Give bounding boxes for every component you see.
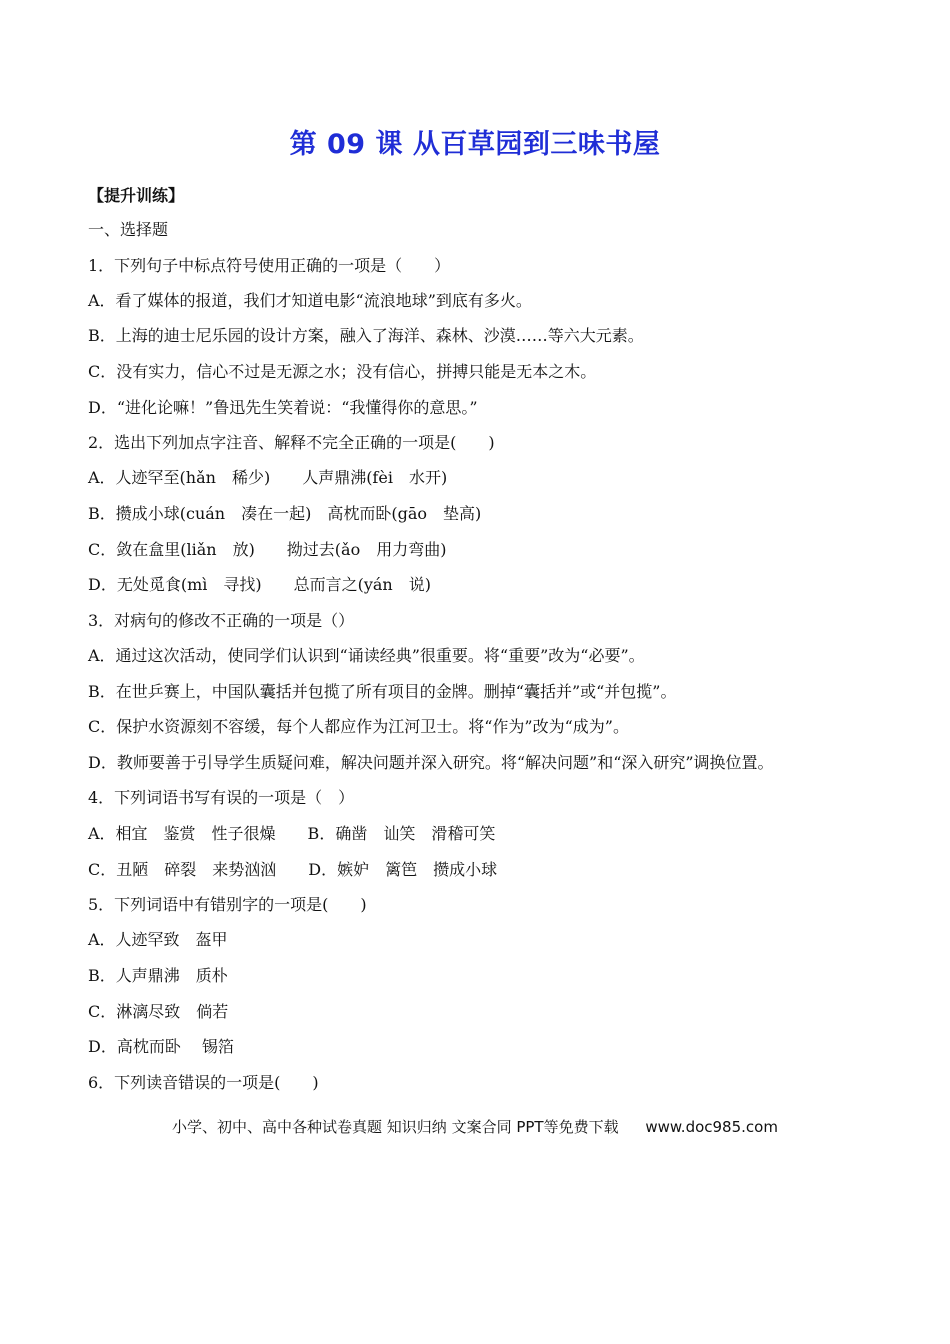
question-2: 2．选出下列加点字注音、解释不完全正确的一项是( ) — [88, 433, 495, 452]
option-2d: D．无处觅食(mì 寻找) 总而言之(yán 说) — [88, 575, 431, 594]
option-3c: C．保护水资源刻不容缓，每个人都应作为江河卫士。将“作为”改为“成为”。 — [88, 717, 629, 736]
option-2b: B．攒成小球(cuán 凑在一起) 高枕而卧(gāo 垫高) — [88, 504, 482, 523]
option-4cd: C．丑陋 碎裂 来势汹汹 D．嫉妒 篱笆 攒成小球 — [88, 860, 498, 879]
option-3b: B．在世乒赛上，中国队囊括并包揽了所有项目的金牌。删掉“囊括并”或“并包揽”。 — [88, 682, 677, 701]
option-3a: A．通过这次活动，使同学们认识到“诵读经典”很重要。将“重要”改为“必要”。 — [88, 646, 645, 665]
option-1a: A．看了媒体的报道，我们才知道电影“流浪地球”到底有多火。 — [88, 291, 532, 310]
option-2a: A．人迹罕至(hǎn 稀少) 人声鼎沸(fèi 水开) — [88, 468, 448, 487]
option-4ab: A．相宜 鉴赏 性子很燥 B．确凿 讪笑 滑稽可笑 — [88, 824, 496, 843]
question-1: 1．下列句子中标点符号使用正确的一项是（ ） — [88, 256, 451, 275]
question-4: 4．下列词语书写有误的一项是（ ） — [88, 788, 355, 807]
part-heading: 一、选择题 — [88, 220, 169, 239]
option-3d: D．教师要善于引导学生质疑问难，解决问题并深入研究。将“解决问题”和“深入研究”调换位置。 — [88, 753, 774, 772]
question-3: 3．对病句的修改不正确的一项是（） — [88, 611, 355, 630]
option-5a: A．人迹罕致 盔甲 — [88, 930, 228, 949]
footer-url[interactable]: www.doc985.com — [645, 1118, 778, 1136]
section-heading: 【提升训练】 — [88, 186, 185, 205]
footer — [0, 1116, 950, 1137]
footer-text: 小学、初中、高中各种试卷真题 知识归纳 文案合同 PPT等免费下载 — [172, 1118, 619, 1136]
option-2c: C．敛在盒里(liǎn 放) 拗过去(ǎo 用力弯曲) — [88, 540, 447, 559]
option-1b: B．上海的迪士尼乐园的设计方案，融入了海洋、森林、沙漠……等六大元素。 — [88, 326, 644, 345]
option-5d: D．高枕而卧 锡箔 — [88, 1037, 234, 1056]
option-1d: D．“进化论嘛！”鲁迅先生笑着说：“我懂得你的意思。” — [88, 398, 478, 417]
option-1c: C．没有实力，信心不过是无源之水；没有信心，拼搏只能是无本之木。 — [88, 362, 597, 381]
question-6: 6．下列读音错误的一项是( ) — [88, 1073, 319, 1092]
option-5c: C．淋漓尽致 倘若 — [88, 1002, 229, 1021]
question-5: 5．下列词语中有错别字的一项是( ) — [88, 895, 367, 914]
page-title: 第 09 课 从百草园到三味书屋 — [289, 129, 661, 160]
option-5b: B．人声鼎沸 质朴 — [88, 966, 228, 985]
